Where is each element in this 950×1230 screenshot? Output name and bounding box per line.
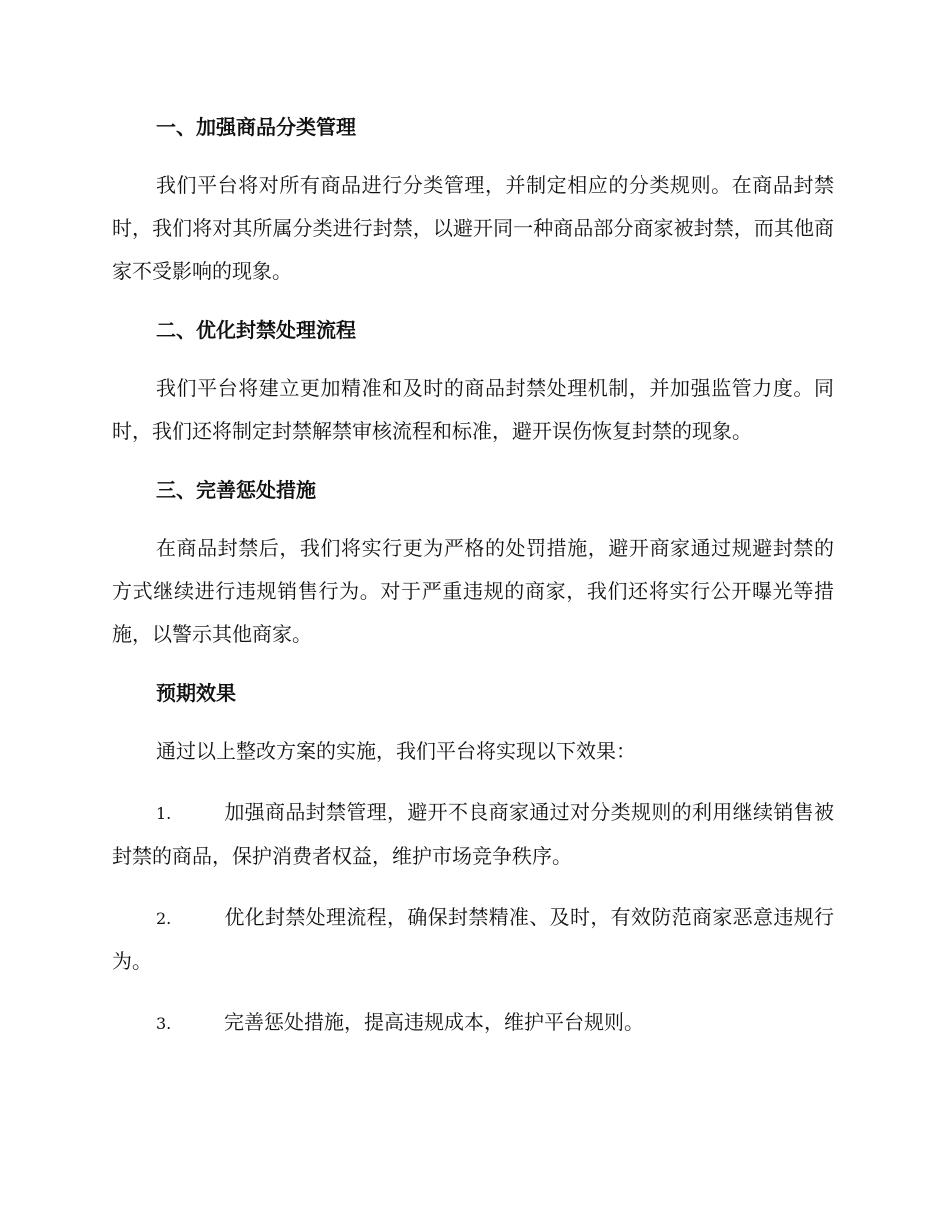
list-number: 2. [156,909,172,928]
effects-heading: 预期效果 [156,681,236,705]
section-body-1: 我们平台将对所有商品进行分类管理，并制定相应的分类规则。在商品封禁时，我们将对其所属分类进行封禁，以避开同一种商品部分商家被封禁，而其他商家不受影响的现象。 [112,173,834,283]
section-body-2: 我们平台将建立更加精准和及时的商品封禁处理机制，并加强监管力度。同时，我们还将制定封禁解禁审核流程和标准，避开误伤恢复封禁的现象。 [112,376,834,443]
section-body-3: 在商品封禁后，我们将实行更为严格的处罚措施，避开商家通过规避封禁的方式继续进行违规销售行为。对于严重违规的商家，我们还将实行公开曝光等措施，以警示其他商家。 [112,536,834,646]
list-text: 加强商品封禁管理，避开不良商家通过对分类规则的利用继续销售被封禁的商品，保护消费者权益，维护市场竞争秩序。 [112,800,834,868]
section-heading-1: 一、加强商品分类管理 [156,115,356,139]
effects-list-item-1 [112,791,834,878]
list-text: 优化封禁处理流程，确保封禁精准、及时，有效防范商家恶意违规行为。 [112,905,834,973]
section-heading-3: 三、完善惩处措施 [156,478,316,502]
effects-list-item-3 [112,1001,834,1045]
list-number: 1. [156,804,172,823]
effects-intro: 通过以上整改方案的实施，我们平台将实现以下效果： [156,739,636,763]
list-number: 3. [156,1014,172,1033]
list-text: 完善惩处措施，提高违规成本，维护平台规则。 [224,1010,644,1034]
effects-list-item-2 [112,896,834,983]
section-heading-2: 二、优化封禁处理流程 [156,318,356,342]
document-page [112,108,834,1063]
